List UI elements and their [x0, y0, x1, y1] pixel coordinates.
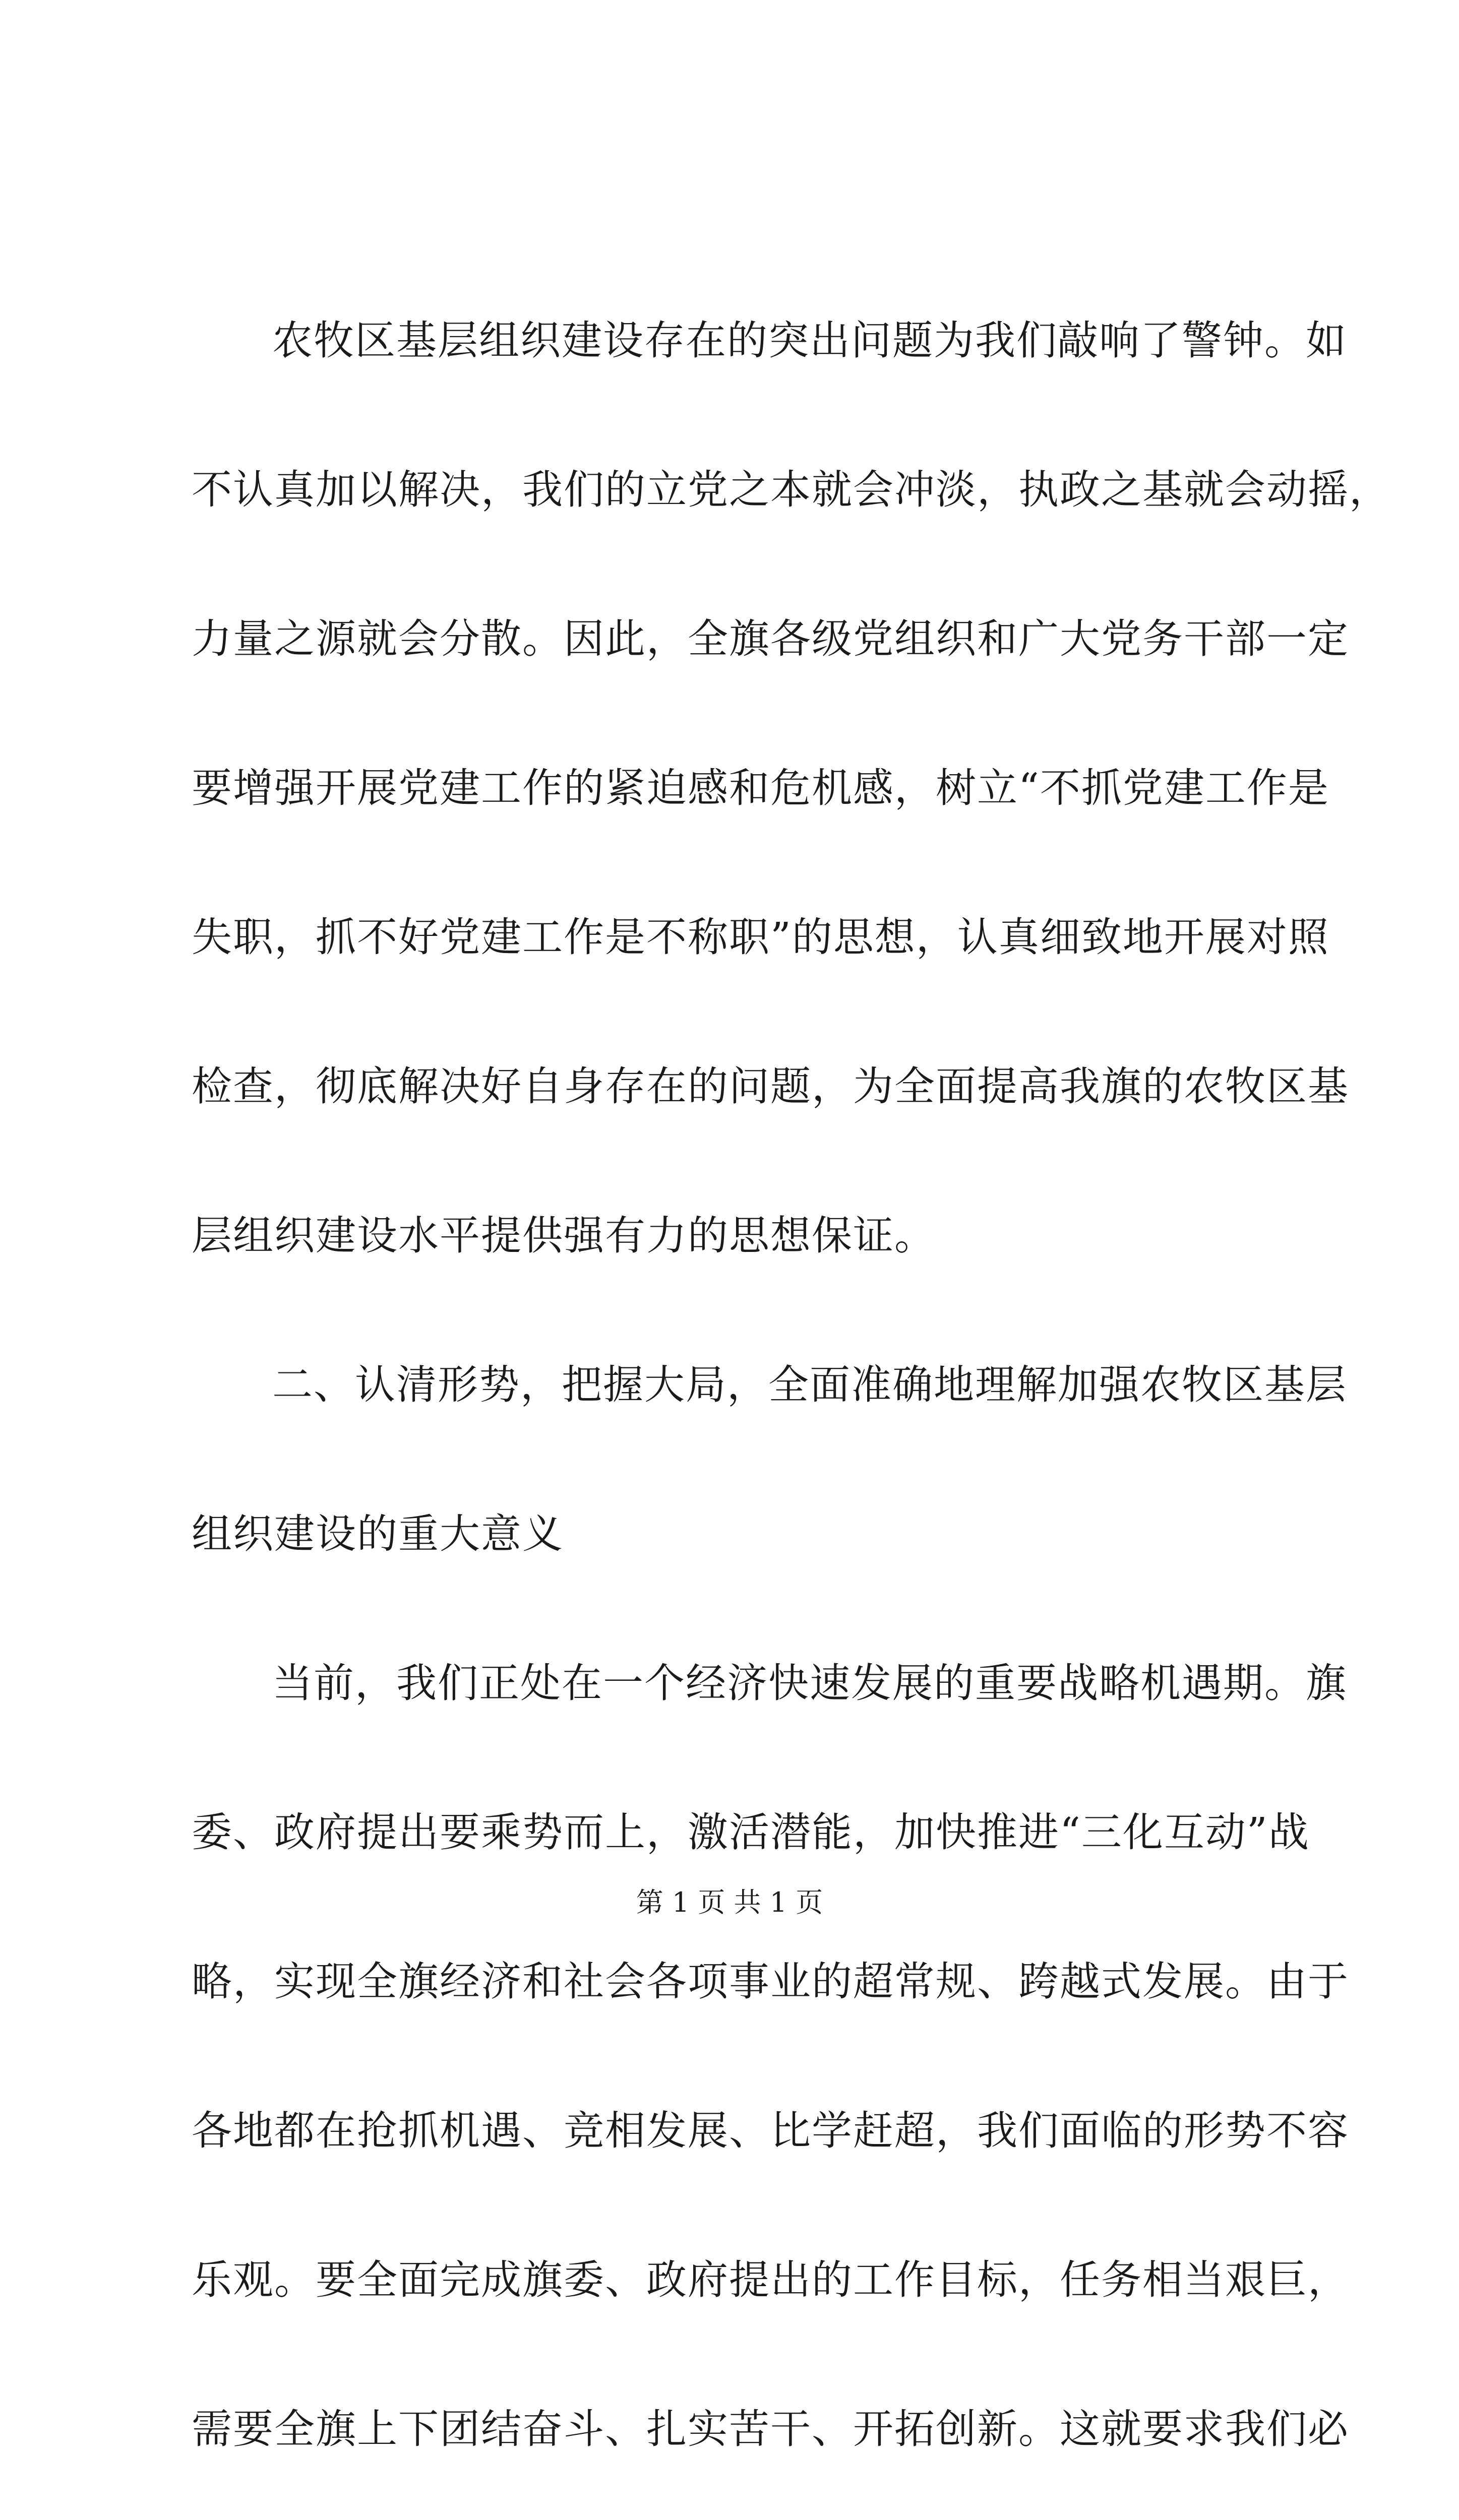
- paragraph-line: 检查，彻底解决好自身存在的问题，为全面提高我旗的农牧区基: [192, 1063, 1349, 1110]
- section-heading-line: 组织建设的重大意义: [192, 1510, 564, 1557]
- section-heading-line: 二、认清形势，把握大局，全面准确地理解加强农牧区基层: [272, 1361, 1347, 1408]
- paragraph-line: 力量之源就会分散。因此，全旗各级党组织和广大党务干部一定: [192, 615, 1349, 662]
- paragraph-line: 乐观。要全面完成旗委、政府提出的工作目标，任务相当艰巨，: [192, 2256, 1349, 2303]
- paragraph-line: 农牧区基层组织建设存在的突出问题为我们敲响了警钟。如: [272, 317, 1347, 364]
- page-footer: 第 1 页 共 1 页: [636, 1886, 823, 1918]
- paragraph-line: 失职，抓不好党建工作是不称职”的思想，认真细致地开展对照: [192, 914, 1329, 961]
- paragraph-line: 需要全旗上下团结奋斗、扎实苦干、开拓创新。这就要求我们必: [192, 2406, 1349, 2452]
- paragraph-line: 不认真加以解决，我们的立党之本就会冲淡，执政之基就会动摇，: [192, 466, 1390, 513]
- paragraph-line: 要增强开展党建工作的紧迫感和危机感，树立“不抓党建工作是: [192, 765, 1329, 811]
- paragraph-line: 委、政府提出要乘势而上，激活潜能，加快推进“三化互动”战: [192, 1809, 1310, 1856]
- paragraph-line: [192, 2504, 1270, 2520]
- paragraph-line: 各地都在抢抓机遇、竞相发展、比学赶超，我们面临的形势不容: [192, 2107, 1349, 2154]
- paragraph-line: 略，实现全旗经济和社会各项事业的超常规、跨越式发展。由于: [192, 1958, 1349, 2005]
- paragraph-line: 当前，我们正处在一个经济快速发展的重要战略机遇期。旗: [272, 1660, 1347, 1707]
- body-text: [192, 266, 1390, 2520]
- paragraph-line: 层组织建设水平提供强有力的思想保证。: [192, 1212, 936, 1259]
